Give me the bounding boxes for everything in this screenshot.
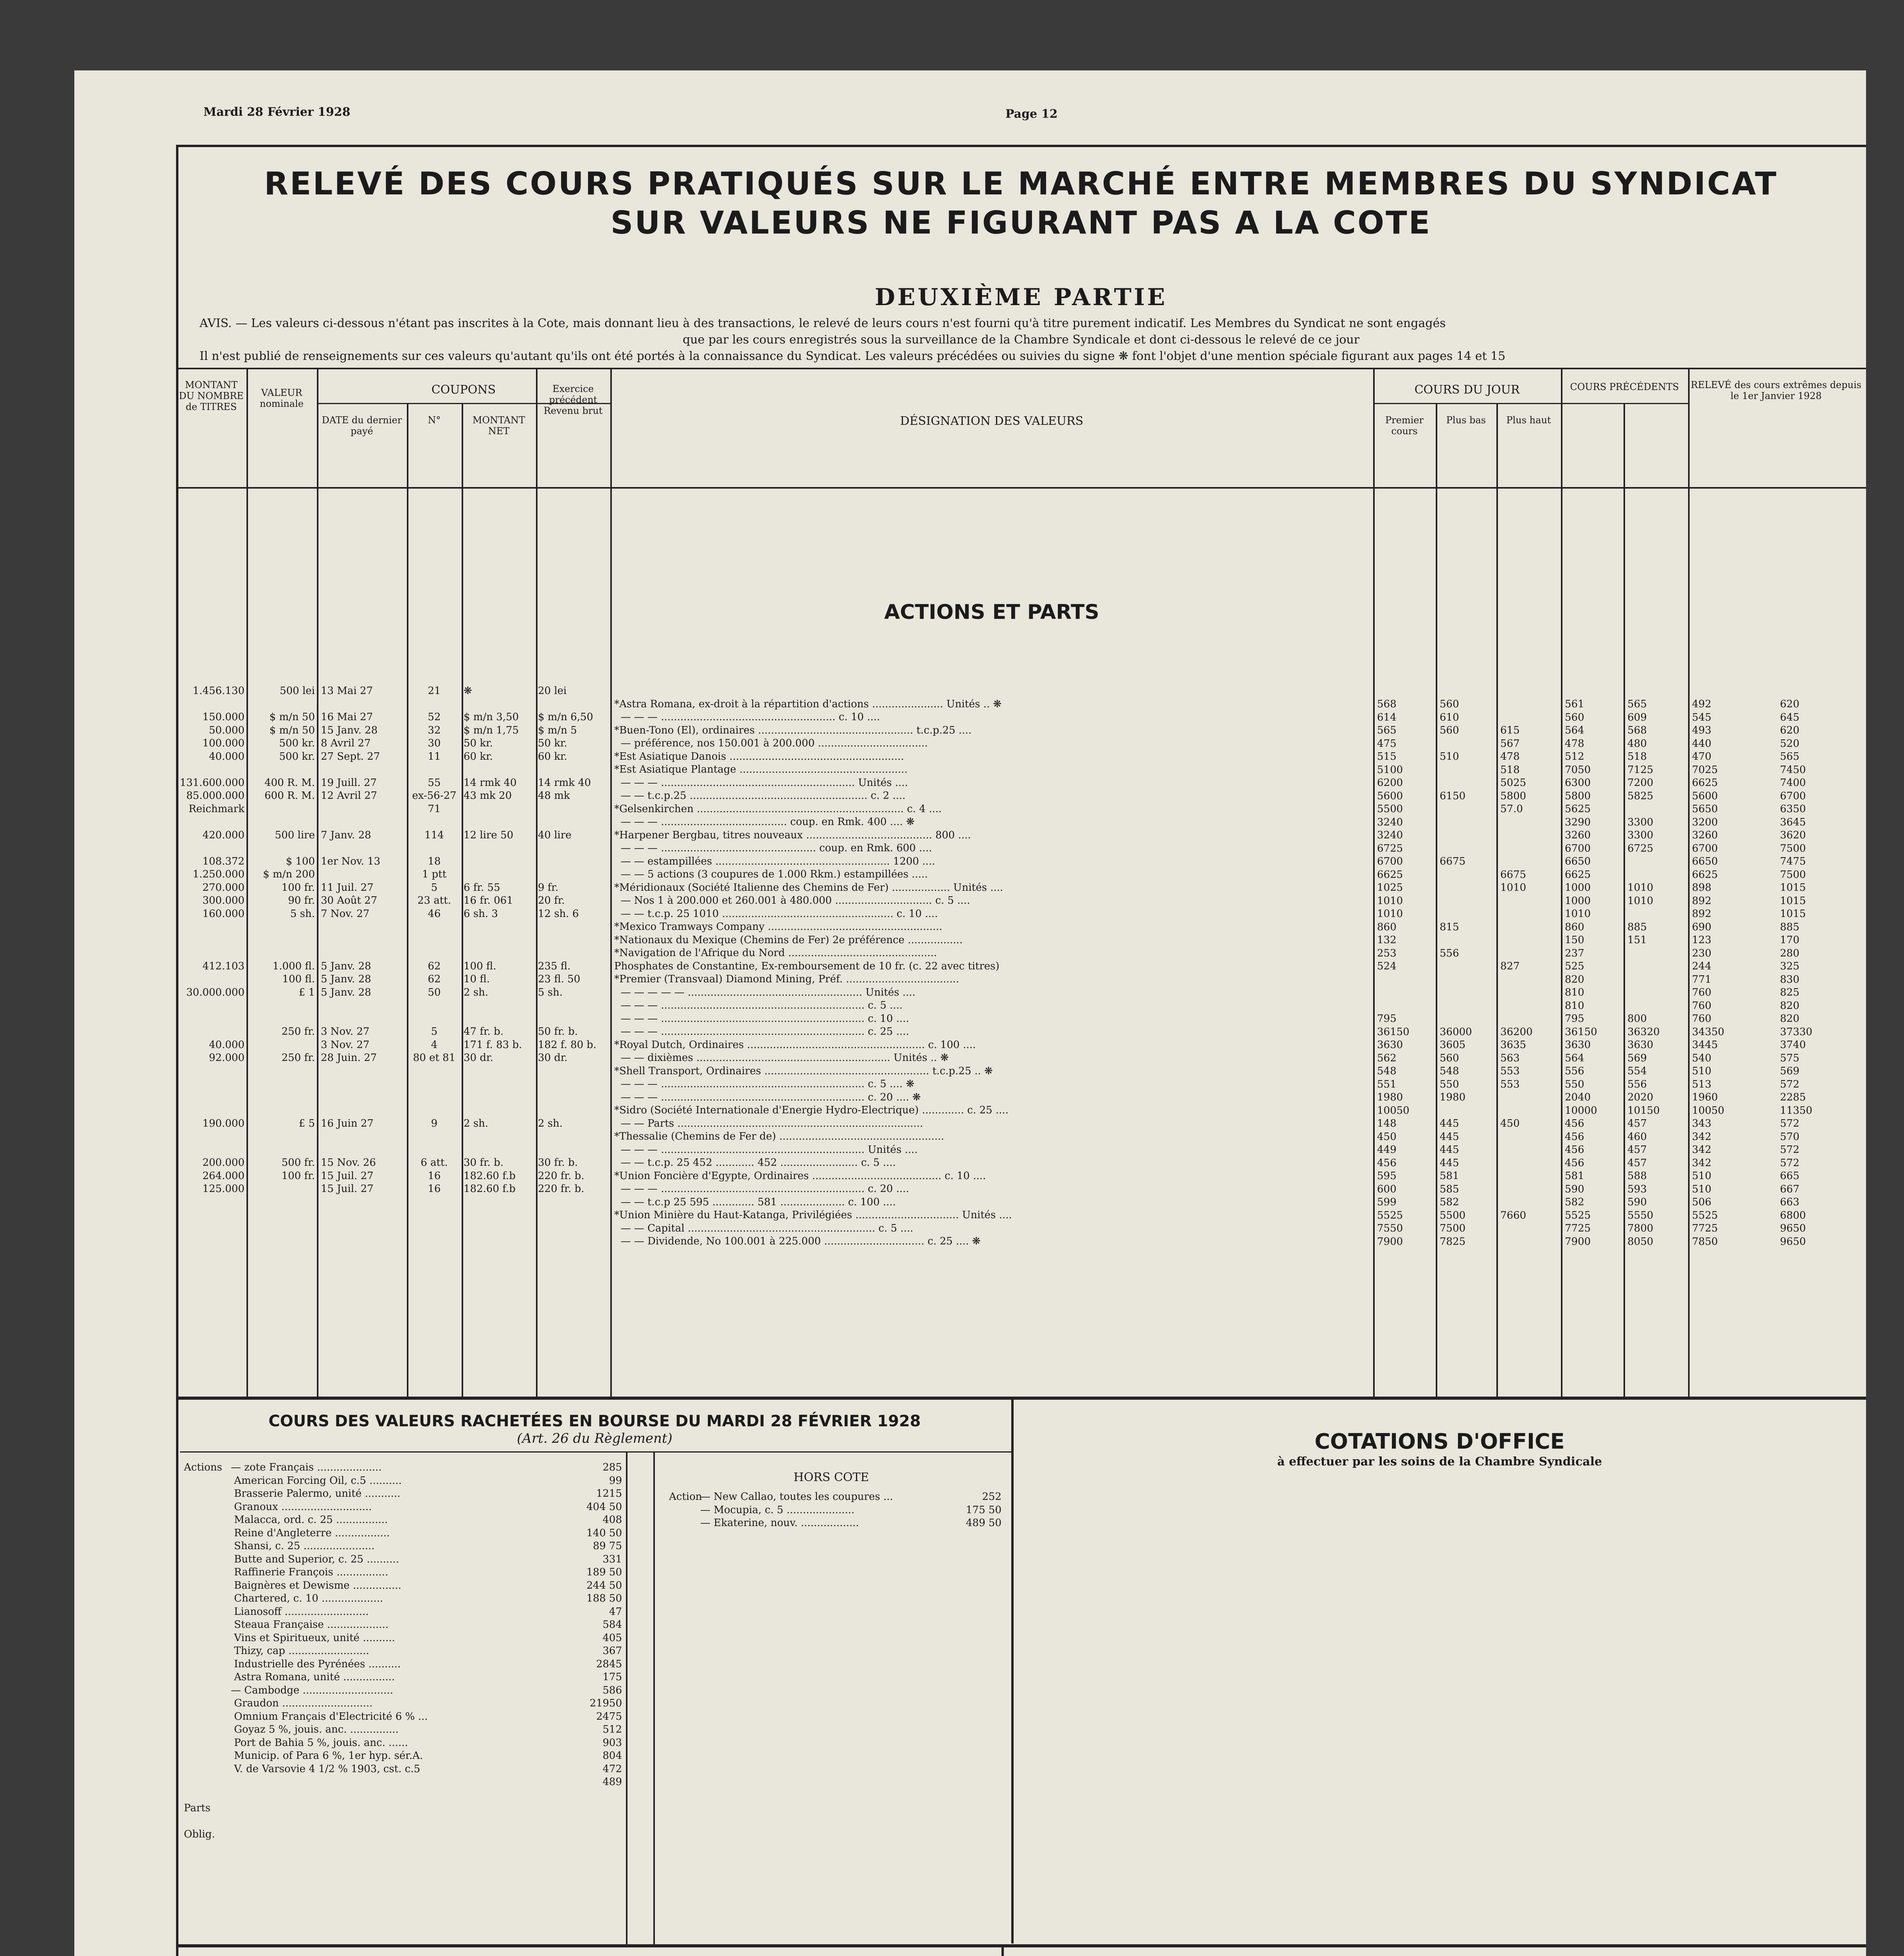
col-rule xyxy=(1436,403,1437,1397)
main-title-line1: RELEVÉ DES COURS PRATIQUÉS SUR LE MARCHÉ ENTRE MEMBRES DU SYNDICAT xyxy=(264,165,1778,202)
col-montant: 1.456.130 150.000 50.000 100.000 40.000 131.600.000 85.000.000 Reichmark 420.000 108.372 1.250.000 270.000 300.000 160.000 412.103 30.000.000 40.000 92.000 190.000 200.000 264.000 125.000 xyxy=(180,685,245,1195)
section-rule xyxy=(176,1944,1866,1947)
part-heading: DEUXIÈME PARTIE xyxy=(874,284,1168,311)
header-coupons: COUPONS xyxy=(431,383,496,397)
cotations-title: COTATIONS D'OFFICE xyxy=(1314,1429,1565,1454)
header-montant-net: MONTANT NET xyxy=(472,415,525,437)
col-rule xyxy=(317,368,318,1397)
rachetees-values: 285 99 1215 404 50 408 140 50 89 75 331 189 50 244 50 188 50 47 584 405 367 2845 175 586 21950 2475 512 903 804 472 489 xyxy=(586,1462,622,1788)
cours-jour-rule xyxy=(1373,403,1561,404)
section-divider xyxy=(1001,1947,1004,1956)
col-rule xyxy=(610,368,612,1397)
col-no: 21 52 32 30 11 55 ex-56-27 71 114 18 1 ptt 5 23 att. 46 62 62 50 5 4 80 et 81 9 6 att. 16 16 xyxy=(412,685,457,1195)
main-table-header-rule xyxy=(176,487,1866,489)
col-montant-net: ❋ $ m/n 3,50 $ m/n 1,75 50 kr. 60 kr. 14 rmk 40 43 mk 20 12 lire 50 6 fr. 55 16 fr. 061 6 sh. 3 100 fl. 10 fl. 2 sh. 47 fr. b. 171 f. 83 b. 30 dr. 2 sh. 30 fr. b. 182.60 f.b 182.60 f.b xyxy=(464,685,522,1195)
header-exercice: Exercice précédent Revenu brut xyxy=(543,383,603,416)
header-date: DATE du dernier payé xyxy=(322,415,402,437)
col-designation: *Astra Romana, ex-droit à la répartition d'actions ...................... Unités .. ❋ — — — ...................................................... c. 10 .... *Buen-Tono (El), ordinaires ................................................ t.c.p.25 .... — préférence, nos 150.001 à 200.000 .................................. *Est Asiatique Danois ...................................................... *Est Asiatique Plantage .................................................... — — — ............................................................ Unités .... — — t.c.p.25 ....................................................... c. 2 .... *Gelsenkirchen ................................................................ c. 4 .... — — — ....................................... coup. en Rmk. 400 .... ❋ *Harpener Bergbau, titres nouveaux ....................................... 800 .... — — — ................................................ coup. en Rmk. 600 .... — — estampillées ...................................................... 1200 .... — — 5 actions (3 coupures de 1.000 Rkm.) estampillées ..... *Méridionaux (Société Italienne des Chemins de Fer) .................. Unités .... — Nos 1 à 200.000 et 260.001 à 480.000 .............................. c. 5 .... — — t.c.p. 25 1010 ..................................................... c. 10 .... *Mexico Tramways Company ...................................................... *Nationaux du Mexique (Chemins de Fer) 2e préférence ................. *Navigation de l'Afrique du Nord .............................................. Phosphates de Constantine, Ex-remboursement de 10 fr. (c. 22 avec titres) *Premier (Transvaal) Diamond Mining, Préf. ................................... — — — — — ...................................................... Unités .... — — — ............................................................... c. 5 .... — — — ............................................................... c. 10 .... — — — ............................................................... c. 25 .... *Royal Dutch, Ordinaires ....................................................... c. 100 .... — — dixièmes ............................................................ Unités .. ❋ *Shell Transport, Ordinaires ................................................... t.c.p.25 .. ❋ — — — ............................................................... c. 5 .... ❋ — — — ............................................................... c. 20 .... ❋ *Sidro (Société Internationale d'Energie Hydro-Electrique) ............. c. 25 .... — — Parts ............................................................................ *Thessalie (Chemins de Fer de) ................................................... — — — ............................................................... Unités .... — — t.c.p. 25 452 ............ 452 ........................ c. 5 .... *Union Foncière d'Egypte, Ordinaires ........................................ c. 10 .... — — — ............................................................... c. 20 .... — — t.c.p 25 595 ............. 581 .................... c. 100 .... *Union Minière du Haut-Katanga, Privilégiées ................................ Unités .... — — Capital .......................................................... c. 5 .... — — Dividende, No 100.001 à 225.000 ............................... c. 25 .... ❋ xyxy=(614,698,1012,1247)
col-rule xyxy=(1624,403,1625,1397)
main-title-line2: SUR VALEURS NE FIGURANT PAS A LA COTE xyxy=(610,205,1432,241)
header-no: N° xyxy=(428,415,441,426)
col-rule xyxy=(1561,368,1562,1397)
col-exercice: 20 lei $ m/n 6,50 $ m/n 5 50 kr. 60 kr. 14 rmk 40 48 mk 40 lire 9 fr. 20 fr. 12 sh. 6 235 fl. 23 fl. 50 5 sh. 50 fr. b. 182 f. 80 b. 30 dr. 2 sh. 30 fr. b. 220 fr. b. 220 fr. b. xyxy=(538,685,597,1195)
hors-cote-title: HORS COTE xyxy=(793,1471,869,1484)
col-date: 13 Mai 27 16 Mai 27 15 Janv. 28 8 Avril 27 27 Sept. 27 19 Juill. 27 12 Avril 27 7 Janv. 28 1er Nov. 13 11 Juil. 27 30 Août 27 7 Nov. 27 5 Janv. 28 5 Janv. 28 5 Janv. 28 3 Nov. 27 3 Nov. 27 28 Juin. 27 16 Juin 27 15 Nov. 26 15 Juil. 27 15 Juil. 27 xyxy=(321,685,381,1195)
rule xyxy=(653,1451,655,1944)
avis-line3: Il n'est publié de renseignements sur ces valeurs qu'autant qu'ils ont été portés à la connaissance du Syndicat. Les valeurs précédées ou suivies du signe ❋ font l'objet d'une mention spéciale figurant aux pages 14 et 15 xyxy=(200,349,1506,363)
main-table-bottom-rule xyxy=(176,1397,1866,1400)
rachetees-subtitle: (Art. 26 du Règlement) xyxy=(517,1431,672,1446)
hors-cote-names: — New Callao, toutes les coupures ... — Mocupia, c. 5 ..................... — Ekaterine, nouv. .................. xyxy=(700,1491,893,1529)
header-cours-jour: COURS DU JOUR xyxy=(1414,383,1520,397)
col-rule xyxy=(246,368,248,1397)
col-rule xyxy=(462,403,463,1397)
cours-prec-rule xyxy=(1561,403,1688,404)
header-montant: MONTANT DU NOMBRE de TITRES xyxy=(179,379,244,412)
header-valeur: VALEUR nominale xyxy=(260,387,304,409)
col-rule xyxy=(536,368,538,1397)
hors-cote-values: 252 175 50 489 50 xyxy=(966,1491,1001,1529)
header-premier: Premier cours xyxy=(1385,415,1424,437)
cotations-subtitle: à effectuer par les soins de la Chambre Syndicale xyxy=(1277,1455,1602,1469)
hors-cote-label: Action xyxy=(669,1491,702,1503)
col-rule xyxy=(1496,403,1498,1397)
masthead-date: Mardi 28 Février 1928 xyxy=(203,105,351,119)
header-plus-haut: Plus haut xyxy=(1506,415,1551,426)
rachetees-labels: Actions Parts Oblig. xyxy=(184,1462,222,1840)
col-prec-bas: 561 560 564 478 512 7050 6300 5800 5625 3290 3260 6700 6650 6625 1000 1000 1010 860 150 237 525 820 810 810 795 36150 3630 564 556 550 2040 10000 456 456 456 456 581 590 582 5525 7725 7900 xyxy=(1565,698,1597,1248)
header-plus-bas: Plus bas xyxy=(1446,415,1486,426)
section-actions-parts: ACTIONS ET PARTS xyxy=(884,600,1099,624)
section-divider xyxy=(1011,1400,1014,1943)
masthead-page: Page 12 xyxy=(1005,107,1058,121)
avis-line1: AVIS. — Les valeurs ci-dessous n'étant pas inscrites à la Cote, mais donnant lieu à des transactions, le relevé de leurs cours n'est fourni qu'à titre purement indicatif. Les Membres du Syndicat ne sont engagés xyxy=(200,316,1446,330)
header-releve: RELEVÉ des cours extrêmes depuis le 1er Janvier 1928 xyxy=(1690,379,1862,401)
col-premier-cours: 568 614 565 475 515 5100 6200 5600 5500 3240 3240 6725 6700 6625 1025 1010 1010 860 132 253 524 795 36150 3630 562 548 551 1980 10050 148 450 449 456 595 600 599 5525 7550 7900 xyxy=(1377,698,1410,1248)
header-designation: DÉSIGNATION DES VALEURS xyxy=(900,414,1084,428)
col-rule xyxy=(1688,368,1690,1397)
col-valeur: 500 lei $ m/n 50 $ m/n 50 500 kr. 500 kr. 400 R. M. 600 R. M. 500 lire $ 100 $ m/n 200 100 fr. 90 fr. 5 sh. 1.000 fl. 100 fl. £ 1 250 fr. 250 fr. £ 5 500 fr. 100 fr. xyxy=(263,685,315,1182)
rachetees-names: — zote Français .................... American Forcing Oil, c.5 .......... Brasserie Palermo, unité ........... Granoux ............................ Malacca, ord. c. 25 ................ Reine d'Angleterre ................. Shansi, c. 25 ...................... Butte and Superior, c. 25 .......... Raffinerie François ................ Baignères et Dewisme ............... Chartered, c. 10 ................... Lianosoff .......................... Steaua Française ................... Vins et Spiritueux, unité .......... Thizy, cap ......................... Industrielle des Pyrénées .......... Astra Romana, unité ................ — Cambodge ............................ Graudon ............................ Omnium Français d'Electricité 6 % ... Goyaz 5 %, jouis. anc. ............... Port de Bahia 5 %, jouis. anc. ...... Municip. of Para 6 %, 1er hyp. sér.A. V. de Varsovie 4 1/2 % 1903, cst. c.5 xyxy=(231,1462,428,1775)
newspaper-page xyxy=(74,70,1866,1956)
col-plus-haut: 615 567 478 518 5025 5800 57.0 6675 1010 827 36200 3635 563 553 553 450 7660 xyxy=(1500,725,1533,1221)
col-releve-bas: 492 545 493 440 470 7025 6625 5600 5650 3200 3260 6700 6650 6625 898 892 892 690 123 230 244 771 760 760 760 34350 3445 540 510 513 1960 10050 343 342 342 342 510 510 506 5525 7725 7850 xyxy=(1692,698,1724,1248)
col-releve-haut: 620 645 620 520 565 7450 7400 6700 6350 3645 3620 7500 7475 7500 1015 1015 1015 885 170 280 325 830 825 820 820 37330 3740 575 569 572 2285 11350 572 570 572 572 665 667 663 6800 9650 9650 xyxy=(1780,698,1812,1248)
main-table-top-rule xyxy=(176,368,1866,369)
rule xyxy=(180,1451,1011,1453)
header-cours-prec: COURS PRÉCÉDENTS xyxy=(1570,381,1679,392)
rachetees-title: COURS DES VALEURS RACHETÉES EN BOURSE DU MARDI 28 FÉVRIER 1928 xyxy=(268,1412,921,1430)
avis-line2: que par les cours enregistrés sous la surveillance de la Chambre Syndicale et dont ci-dessous le relevé de ce jour xyxy=(683,333,1359,347)
col-prec-haut: 565 609 568 480 518 7125 7200 5825 3300 3300 6725 1010 1010 885 151 800 36320 3630 569 554 556 2020 10150 457 460 457 457 588 593 590 5550 7800 8050 xyxy=(1627,698,1660,1248)
col-plus-bas: 560 610 560 510 6150 6675 815 556 36000 3605 560 548 550 1980 445 445 445 445 581 585 582 5500 7500 7825 xyxy=(1440,698,1472,1248)
rule xyxy=(626,1451,627,1944)
col-rule xyxy=(407,403,408,1397)
col-rule xyxy=(1373,368,1375,1397)
